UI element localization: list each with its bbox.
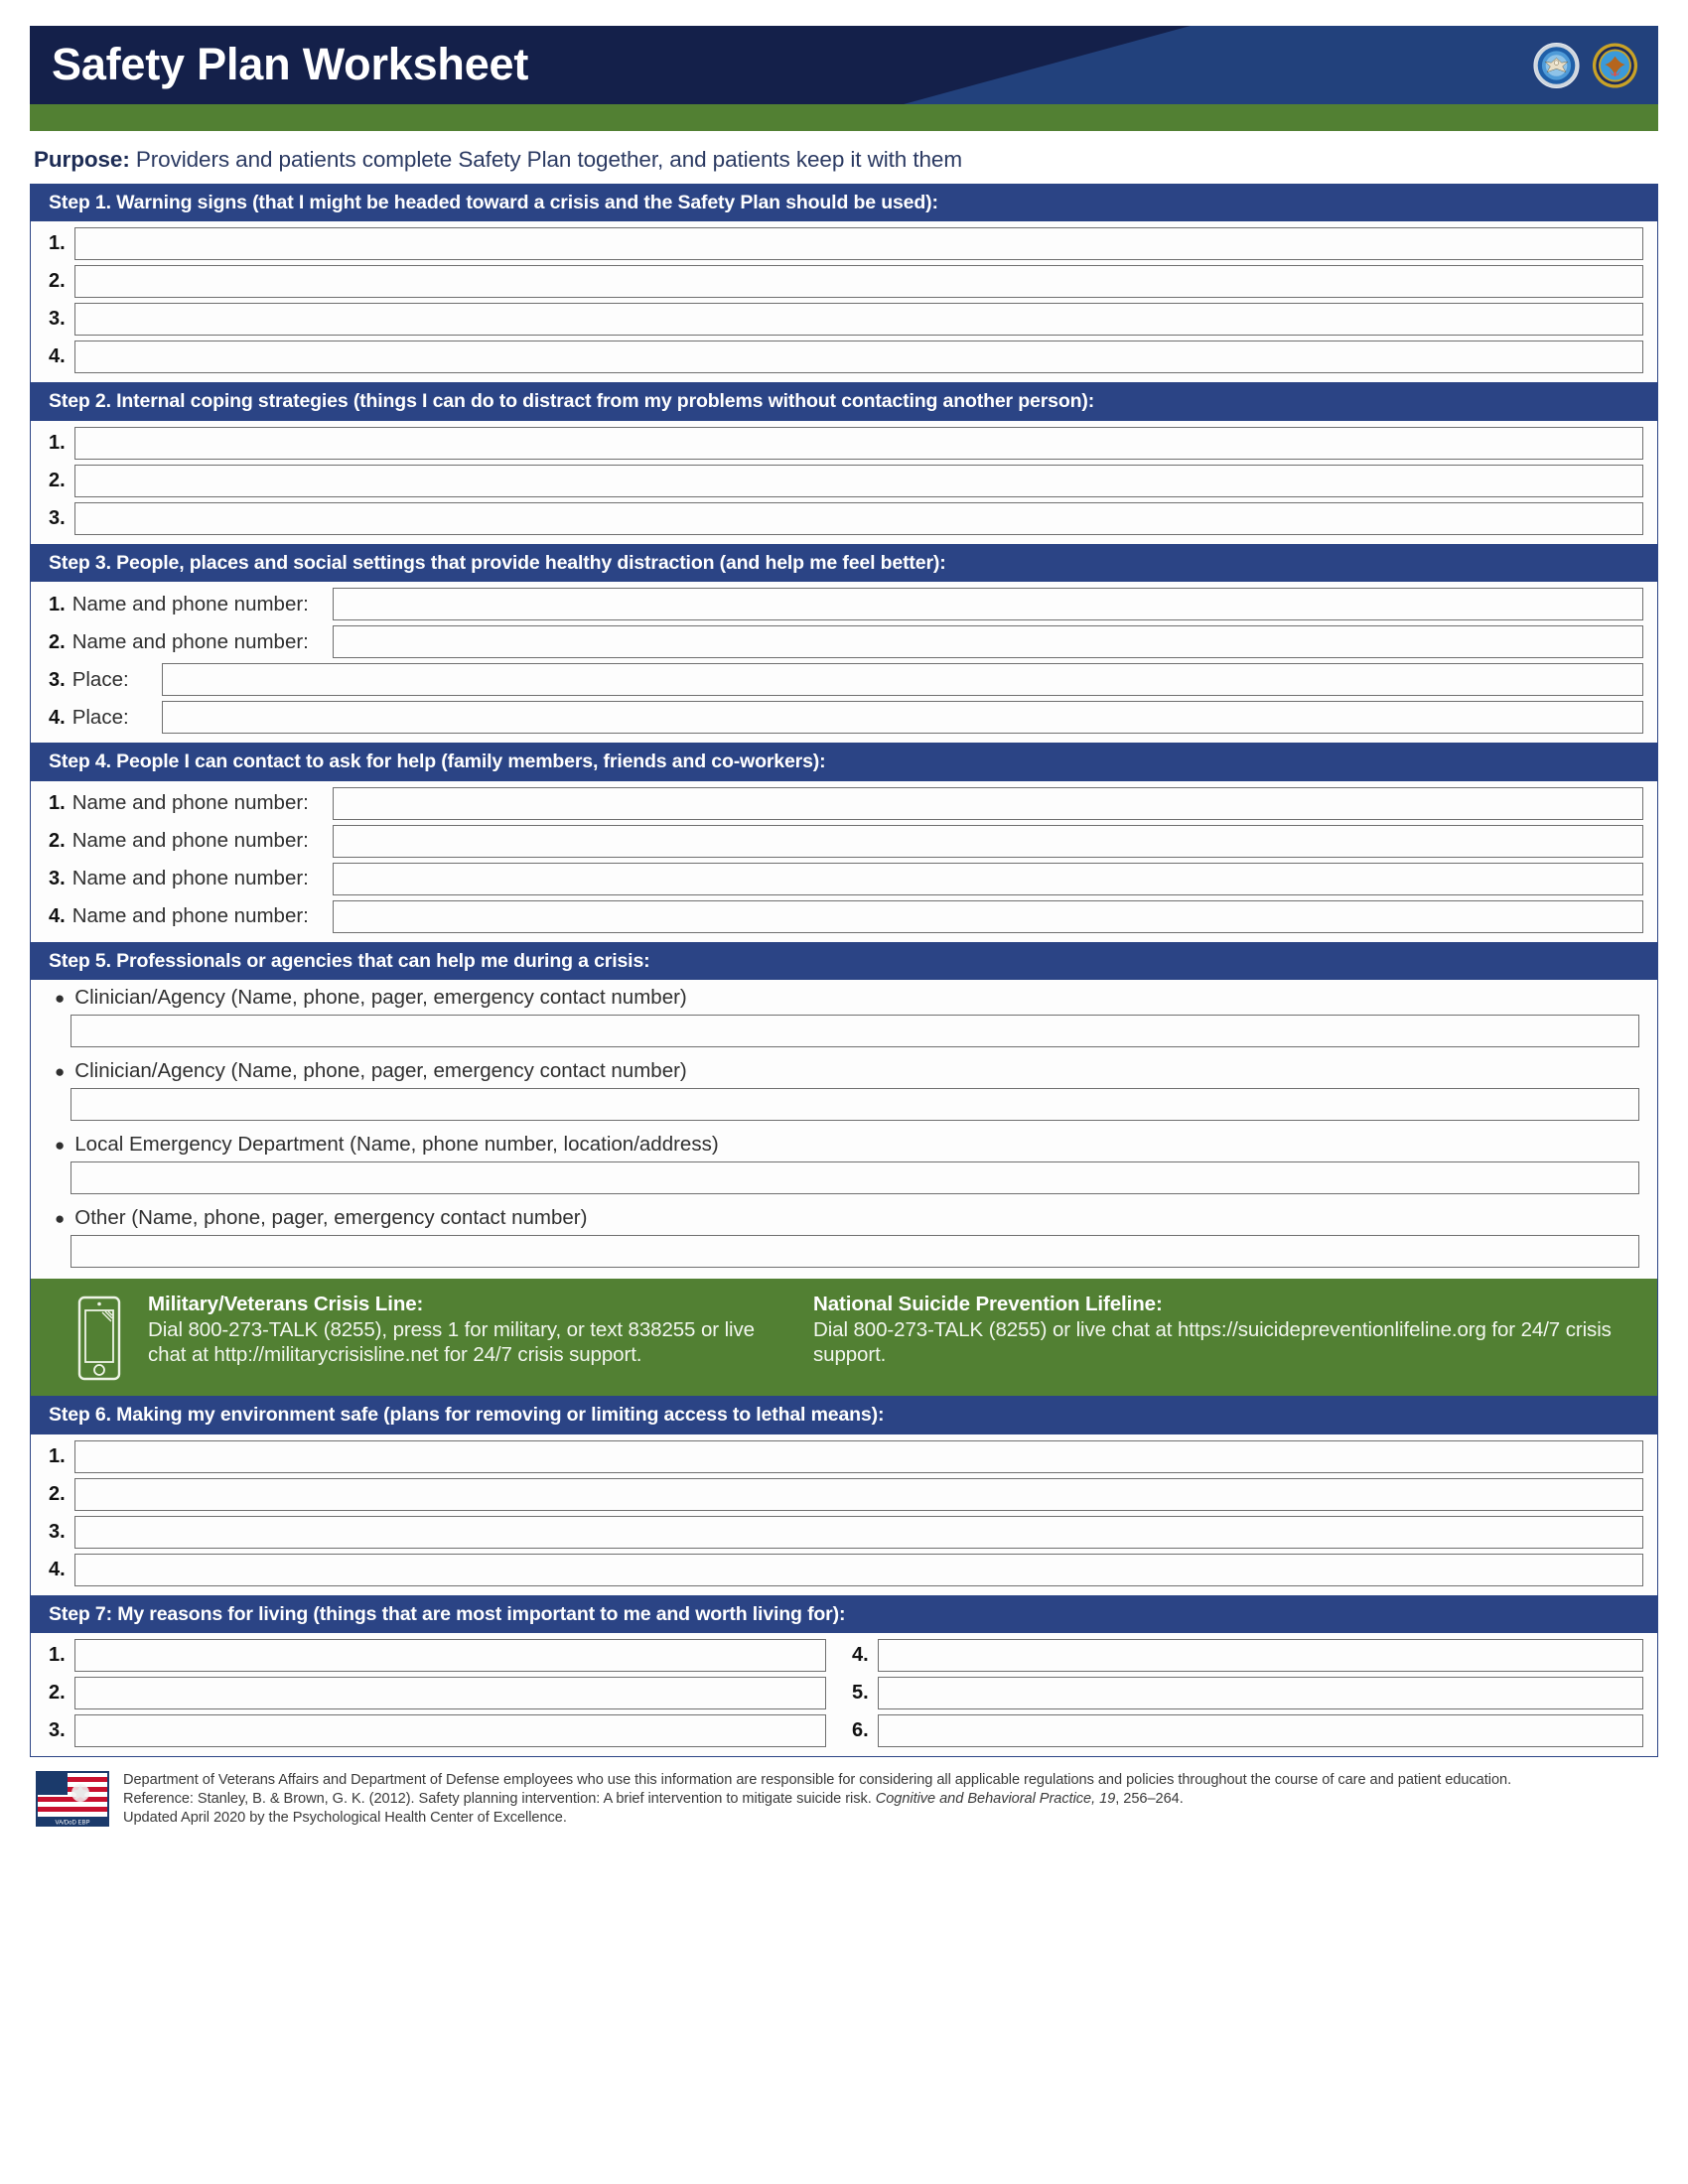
bullet-dot-icon: ● <box>55 1209 66 1229</box>
step-7-input-2[interactable] <box>74 1677 826 1709</box>
row-number: 1. <box>49 593 66 615</box>
svg-text:VA/DoD EBP: VA/DoD EBP <box>55 1820 90 1827</box>
page-footer <box>30 1771 1658 1828</box>
footer-disclaimer: Department of Veterans Affairs and Department of Defense employees who use this information are responsible for considering all applicable regulations and policies throughout the course of care and patient education. <box>123 1771 1512 1788</box>
national-lifeline-column <box>813 1293 1637 1367</box>
step-1-input-4[interactable] <box>74 341 1643 373</box>
bullet-line <box>55 1206 1643 1230</box>
step-1-heading: Step 1. Warning signs (that I might be headed toward a crisis and the Safety Plan should be used): <box>31 184 1657 221</box>
row-label: Name and phone number: <box>71 629 309 653</box>
step-3-rows <box>31 582 1657 743</box>
reference-suffix: , 256–264. <box>1115 1791 1184 1808</box>
bullet-group <box>45 1133 1643 1194</box>
step-2-input-3[interactable] <box>74 502 1643 535</box>
step-1-input-2[interactable] <box>74 265 1643 298</box>
step-3-input-4[interactable] <box>162 701 1643 734</box>
step-6-input-1[interactable] <box>74 1440 1643 1473</box>
row-number: 4. <box>49 706 66 729</box>
form-row <box>45 863 1643 895</box>
row-number: 2. <box>49 830 66 853</box>
row-label: Place: <box>71 705 129 729</box>
step-7-input-1[interactable] <box>74 1639 826 1672</box>
bullet-group <box>45 986 1643 1047</box>
row-label: Name and phone number: <box>71 904 309 928</box>
row-number: 3. <box>49 1520 66 1543</box>
step-6-heading: Step 6. Making my environment safe (plans for removing or limiting access to lethal means): <box>31 1396 1657 1433</box>
step-3-input-1[interactable] <box>333 588 1643 620</box>
row-label-group <box>45 630 333 654</box>
row-label: Name and phone number: <box>71 791 309 815</box>
form-row <box>45 502 1643 535</box>
bullet-dot-icon: ● <box>55 1136 66 1156</box>
step-7-input-5[interactable] <box>878 1677 1643 1709</box>
form-row <box>45 663 1643 696</box>
row-label: Place: <box>71 667 129 691</box>
page-header-banner <box>30 26 1658 104</box>
reference-prefix: Reference: Stanley, B. & Brown, G. K. (2012). Safety planning intervention: A brief intervention to mitigate suicide risk. <box>123 1791 876 1808</box>
bullet-label: Other (Name, phone, pager, emergency contact number) <box>74 1206 588 1230</box>
step-1-input-1[interactable] <box>74 227 1643 260</box>
form-row <box>45 227 1643 260</box>
form-row <box>45 427 1643 460</box>
row-number: 1. <box>49 232 66 255</box>
row-number: 3. <box>49 308 66 331</box>
row-number: 4. <box>49 1558 66 1580</box>
row-number: 3. <box>49 1718 66 1741</box>
form-row <box>45 265 1643 298</box>
national-lifeline-title: National Suicide Prevention Lifeline: <box>813 1293 1163 1316</box>
crisis-line-panel <box>31 1279 1657 1396</box>
step-4-input-2[interactable] <box>333 825 1643 858</box>
form-row <box>45 588 1643 620</box>
row-number: 3. <box>49 668 66 691</box>
form-row <box>45 1516 1643 1549</box>
row-label-group <box>45 668 162 692</box>
row-number: 2. <box>49 469 66 491</box>
row-label-group <box>45 867 333 890</box>
step-6-input-4[interactable] <box>74 1554 1643 1586</box>
step-7-right-column <box>844 1639 1643 1749</box>
step-4-input-1[interactable] <box>333 787 1643 820</box>
bullet-group <box>45 1206 1643 1268</box>
step-7-input-6[interactable] <box>878 1714 1643 1747</box>
step-7-rows <box>31 1633 1657 1756</box>
step-2-input-2[interactable] <box>74 465 1643 497</box>
form-row <box>45 701 1643 734</box>
agency-seals <box>1533 42 1638 88</box>
row-number: 1. <box>49 431 66 454</box>
row-label: Name and phone number: <box>71 867 309 890</box>
form-row <box>45 303 1643 336</box>
military-crisis-line-column <box>148 1293 783 1367</box>
step-1-input-3[interactable] <box>74 303 1643 336</box>
bullet-line <box>55 986 1643 1010</box>
step-7-input-3[interactable] <box>74 1714 826 1747</box>
step-6-input-2[interactable] <box>74 1478 1643 1511</box>
bullet-dot-icon: ● <box>55 989 66 1009</box>
row-number: 1. <box>49 1444 66 1467</box>
row-label-group <box>45 706 162 730</box>
row-number: 2. <box>49 1482 66 1505</box>
form-row <box>848 1714 1643 1747</box>
step-5-bullets <box>31 980 1657 1279</box>
form-row <box>45 1639 826 1672</box>
dod-seal-icon <box>1533 42 1580 88</box>
military-crisis-line-text: Dial 800-273-TALK (8255), press 1 for military, or text 838255 or live chat at http://militarycrisisline.net for 24/7 crisis support. <box>148 1318 755 1367</box>
form-row <box>45 825 1643 858</box>
step-3-input-3[interactable] <box>162 663 1643 696</box>
footer-updated: Updated April 2020 by the Psychological Health Center of Excellence. <box>123 1810 567 1827</box>
step-6-rows <box>31 1434 1657 1595</box>
row-number: 2. <box>49 270 66 293</box>
form-row <box>848 1677 1643 1709</box>
footer-text-block <box>123 1771 1511 1828</box>
reference-journal: Cognitive and Behavioral Practice, 19 <box>875 1791 1116 1808</box>
row-number: 4. <box>49 345 66 368</box>
row-label: Name and phone number: <box>71 829 309 853</box>
row-number: 2. <box>49 1681 66 1704</box>
form-row <box>848 1639 1643 1672</box>
purpose-label: Purpose: <box>34 147 130 172</box>
bullet-group <box>45 1059 1643 1121</box>
form-row <box>45 341 1643 373</box>
step-4-heading: Step 4. People I can contact to ask for help (family members, friends and co-workers): <box>31 743 1657 780</box>
step-7-columns <box>45 1639 1643 1749</box>
crisis-columns <box>148 1293 1637 1367</box>
bullet-dot-icon: ● <box>55 1062 66 1082</box>
bullet-label: Clinician/Agency (Name, phone, pager, emergency contact number) <box>74 986 687 1010</box>
step-2-heading: Step 2. Internal coping strategies (things I can do to distract from my problems without contacting another person): <box>31 382 1657 420</box>
row-label-group <box>45 593 333 616</box>
header-green-band <box>30 104 1658 131</box>
purpose-line <box>34 147 1658 173</box>
form-row <box>45 625 1643 658</box>
row-number: 2. <box>49 630 66 653</box>
bullet-line <box>55 1133 1643 1157</box>
step-1-rows <box>31 221 1657 382</box>
row-label-group <box>45 904 333 928</box>
row-number: 4. <box>49 905 66 928</box>
row-number: 3. <box>49 506 66 529</box>
row-number: 3. <box>49 868 66 890</box>
purpose-text: Providers and patients complete Safety Plan together, and patients keep it with them <box>129 147 962 172</box>
row-label-group <box>45 791 333 815</box>
row-label: Name and phone number: <box>71 592 309 615</box>
step-2-rows <box>31 421 1657 544</box>
form-row <box>45 787 1643 820</box>
military-crisis-line-title: Military/Veterans Crisis Line: <box>148 1293 424 1316</box>
va-seal-icon <box>1592 42 1638 88</box>
page-title: Safety Plan Worksheet <box>52 38 529 89</box>
va-dod-evidence-based-practice-flag-icon <box>36 1771 109 1827</box>
mobile-phone-icon <box>76 1295 122 1382</box>
step-4-input-4[interactable] <box>333 900 1643 933</box>
form-row <box>45 1714 826 1747</box>
step-5-input-1[interactable] <box>70 1015 1639 1047</box>
row-number: 1. <box>49 1643 66 1666</box>
step-3-heading: Step 3. People, places and social settings that provide healthy distraction (and help me feel better): <box>31 544 1657 582</box>
row-number: 6. <box>852 1718 869 1741</box>
step-2-input-1[interactable] <box>74 427 1643 460</box>
step-5-input-3[interactable] <box>70 1161 1639 1194</box>
row-number: 1. <box>49 792 66 815</box>
bullet-label: Local Emergency Department (Name, phone number, location/address) <box>74 1133 719 1157</box>
step-3-input-2[interactable] <box>333 625 1643 658</box>
form-row <box>45 900 1643 933</box>
step-7-heading: Step 7: My reasons for living (things that are most important to me and worth living for): <box>31 1595 1657 1633</box>
form-row <box>45 1478 1643 1511</box>
step-5-input-2[interactable] <box>70 1088 1639 1121</box>
step-7-left-column <box>45 1639 844 1749</box>
national-lifeline-text: Dial 800-273-TALK (8255) or live chat at https://suicidepreventionlifeline.org for 24/7 crisis support. <box>813 1318 1612 1367</box>
bullet-line <box>55 1059 1643 1083</box>
step-5-heading: Step 5. Professionals or agencies that can help me during a crisis: <box>31 942 1657 980</box>
row-number: 5. <box>852 1681 869 1704</box>
bullet-label: Clinician/Agency (Name, phone, pager, emergency contact number) <box>74 1059 687 1083</box>
step-6-input-3[interactable] <box>74 1516 1643 1549</box>
form-row <box>45 465 1643 497</box>
form-row <box>45 1440 1643 1473</box>
step-4-input-3[interactable] <box>333 863 1643 895</box>
step-5-input-4[interactable] <box>70 1235 1639 1268</box>
footer-reference <box>123 1790 1511 1809</box>
form-row <box>45 1677 826 1709</box>
row-label-group <box>45 829 333 853</box>
form-row <box>45 1554 1643 1586</box>
worksheet-form <box>30 184 1658 1757</box>
step-4-rows <box>31 781 1657 942</box>
row-number: 4. <box>852 1643 869 1666</box>
step-7-input-4[interactable] <box>878 1639 1643 1672</box>
